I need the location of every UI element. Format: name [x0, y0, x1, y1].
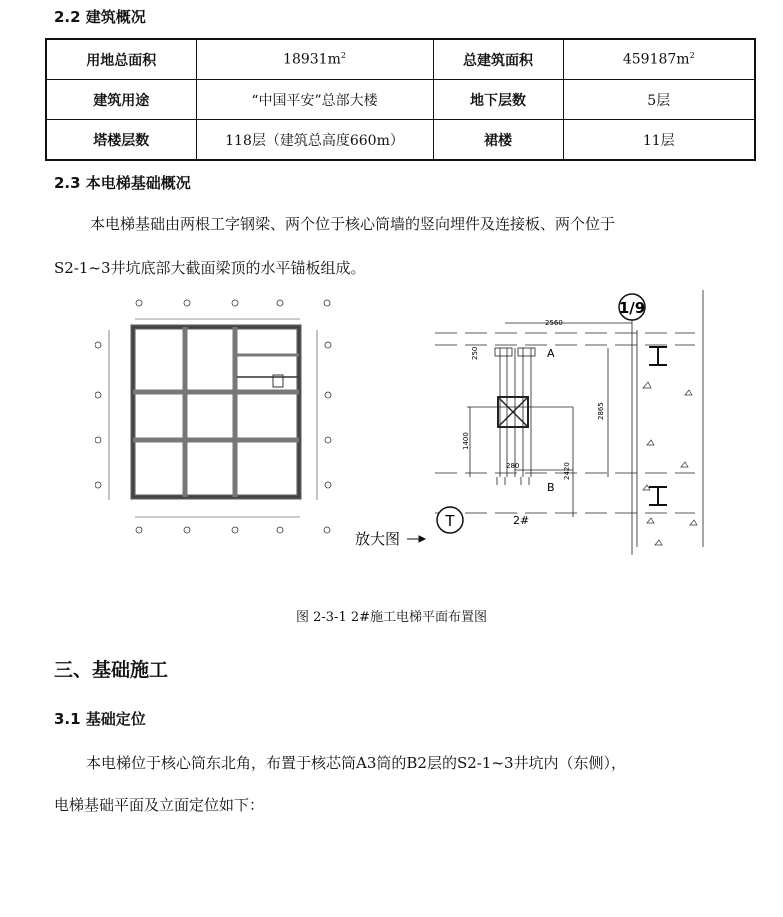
paragraph-line: 电梯基础平面及立面定位如下：: [54, 796, 265, 814]
arrow-right-icon: [407, 536, 425, 542]
i-beam-icon: [649, 347, 667, 365]
table-key: 总建筑面积: [433, 39, 563, 80]
section-3-1-heading: 3.1 基础定位: [54, 710, 146, 728]
point-label: A: [547, 347, 555, 360]
point-label: B: [547, 481, 555, 494]
table-key: 建筑用途: [46, 80, 196, 120]
elevator-number-label: 2#: [513, 514, 530, 527]
table-key: 用地总面积: [46, 39, 196, 80]
dimension-label: 280: [506, 462, 520, 470]
elevator-layout-drawing: [95, 285, 715, 560]
table-value: 118层（建筑总高度660m）: [196, 120, 433, 161]
zoom-label: 放大图: [355, 530, 401, 548]
section-label: T: [445, 512, 455, 530]
concrete-hatch: [643, 382, 697, 545]
foundation-plan-view: [95, 300, 331, 533]
table-key: 裙楼: [433, 120, 563, 161]
paragraph-line: 本电梯位于核心筒东北角，布置于核芯筒A3筒的B2层的S2-1~3井坑内（东侧），: [86, 754, 626, 772]
building-overview-table: [45, 38, 756, 161]
dimension-label: 1400: [462, 432, 470, 450]
table-value: “中国平安”总部大楼: [196, 80, 433, 120]
enlarged-detail-view: [355, 290, 703, 555]
section-2-3-heading: 2.3 本电梯基础概况: [54, 174, 191, 192]
gridline-label: 1/9: [618, 299, 646, 317]
table-value: $18931m^2$: [196, 39, 433, 80]
paragraph-line: 本电梯基础由两根工字钢梁、两个位于核心筒墙的竖向埋件及连接板、两个位于: [90, 215, 616, 233]
figure-caption: 图 2-3-1 2#施工电梯平面布置图: [295, 610, 488, 625]
section-3-heading: 三、基础施工: [54, 659, 169, 681]
table-value: $459187m^2$: [563, 39, 755, 80]
table-row: [46, 80, 755, 120]
table-row: [46, 120, 755, 161]
dimension-label: 2560: [545, 319, 563, 327]
table-row: [46, 39, 755, 80]
table-key: 塔楼层数: [46, 120, 196, 161]
paragraph-line: S2-1~3井坑底部大截面梁顶的水平锚板组成。: [54, 259, 366, 277]
dimension-label: 250: [471, 346, 479, 360]
section-2-2-heading: 2.2 建筑概况: [54, 8, 146, 26]
table-value: 11层: [563, 120, 755, 161]
i-beam-icon: [649, 487, 667, 505]
table-key: 地下层数: [433, 80, 563, 120]
dimension-label: 2865: [597, 402, 605, 420]
dimension-label: 2420: [563, 462, 571, 480]
table-value: 5层: [563, 80, 755, 120]
